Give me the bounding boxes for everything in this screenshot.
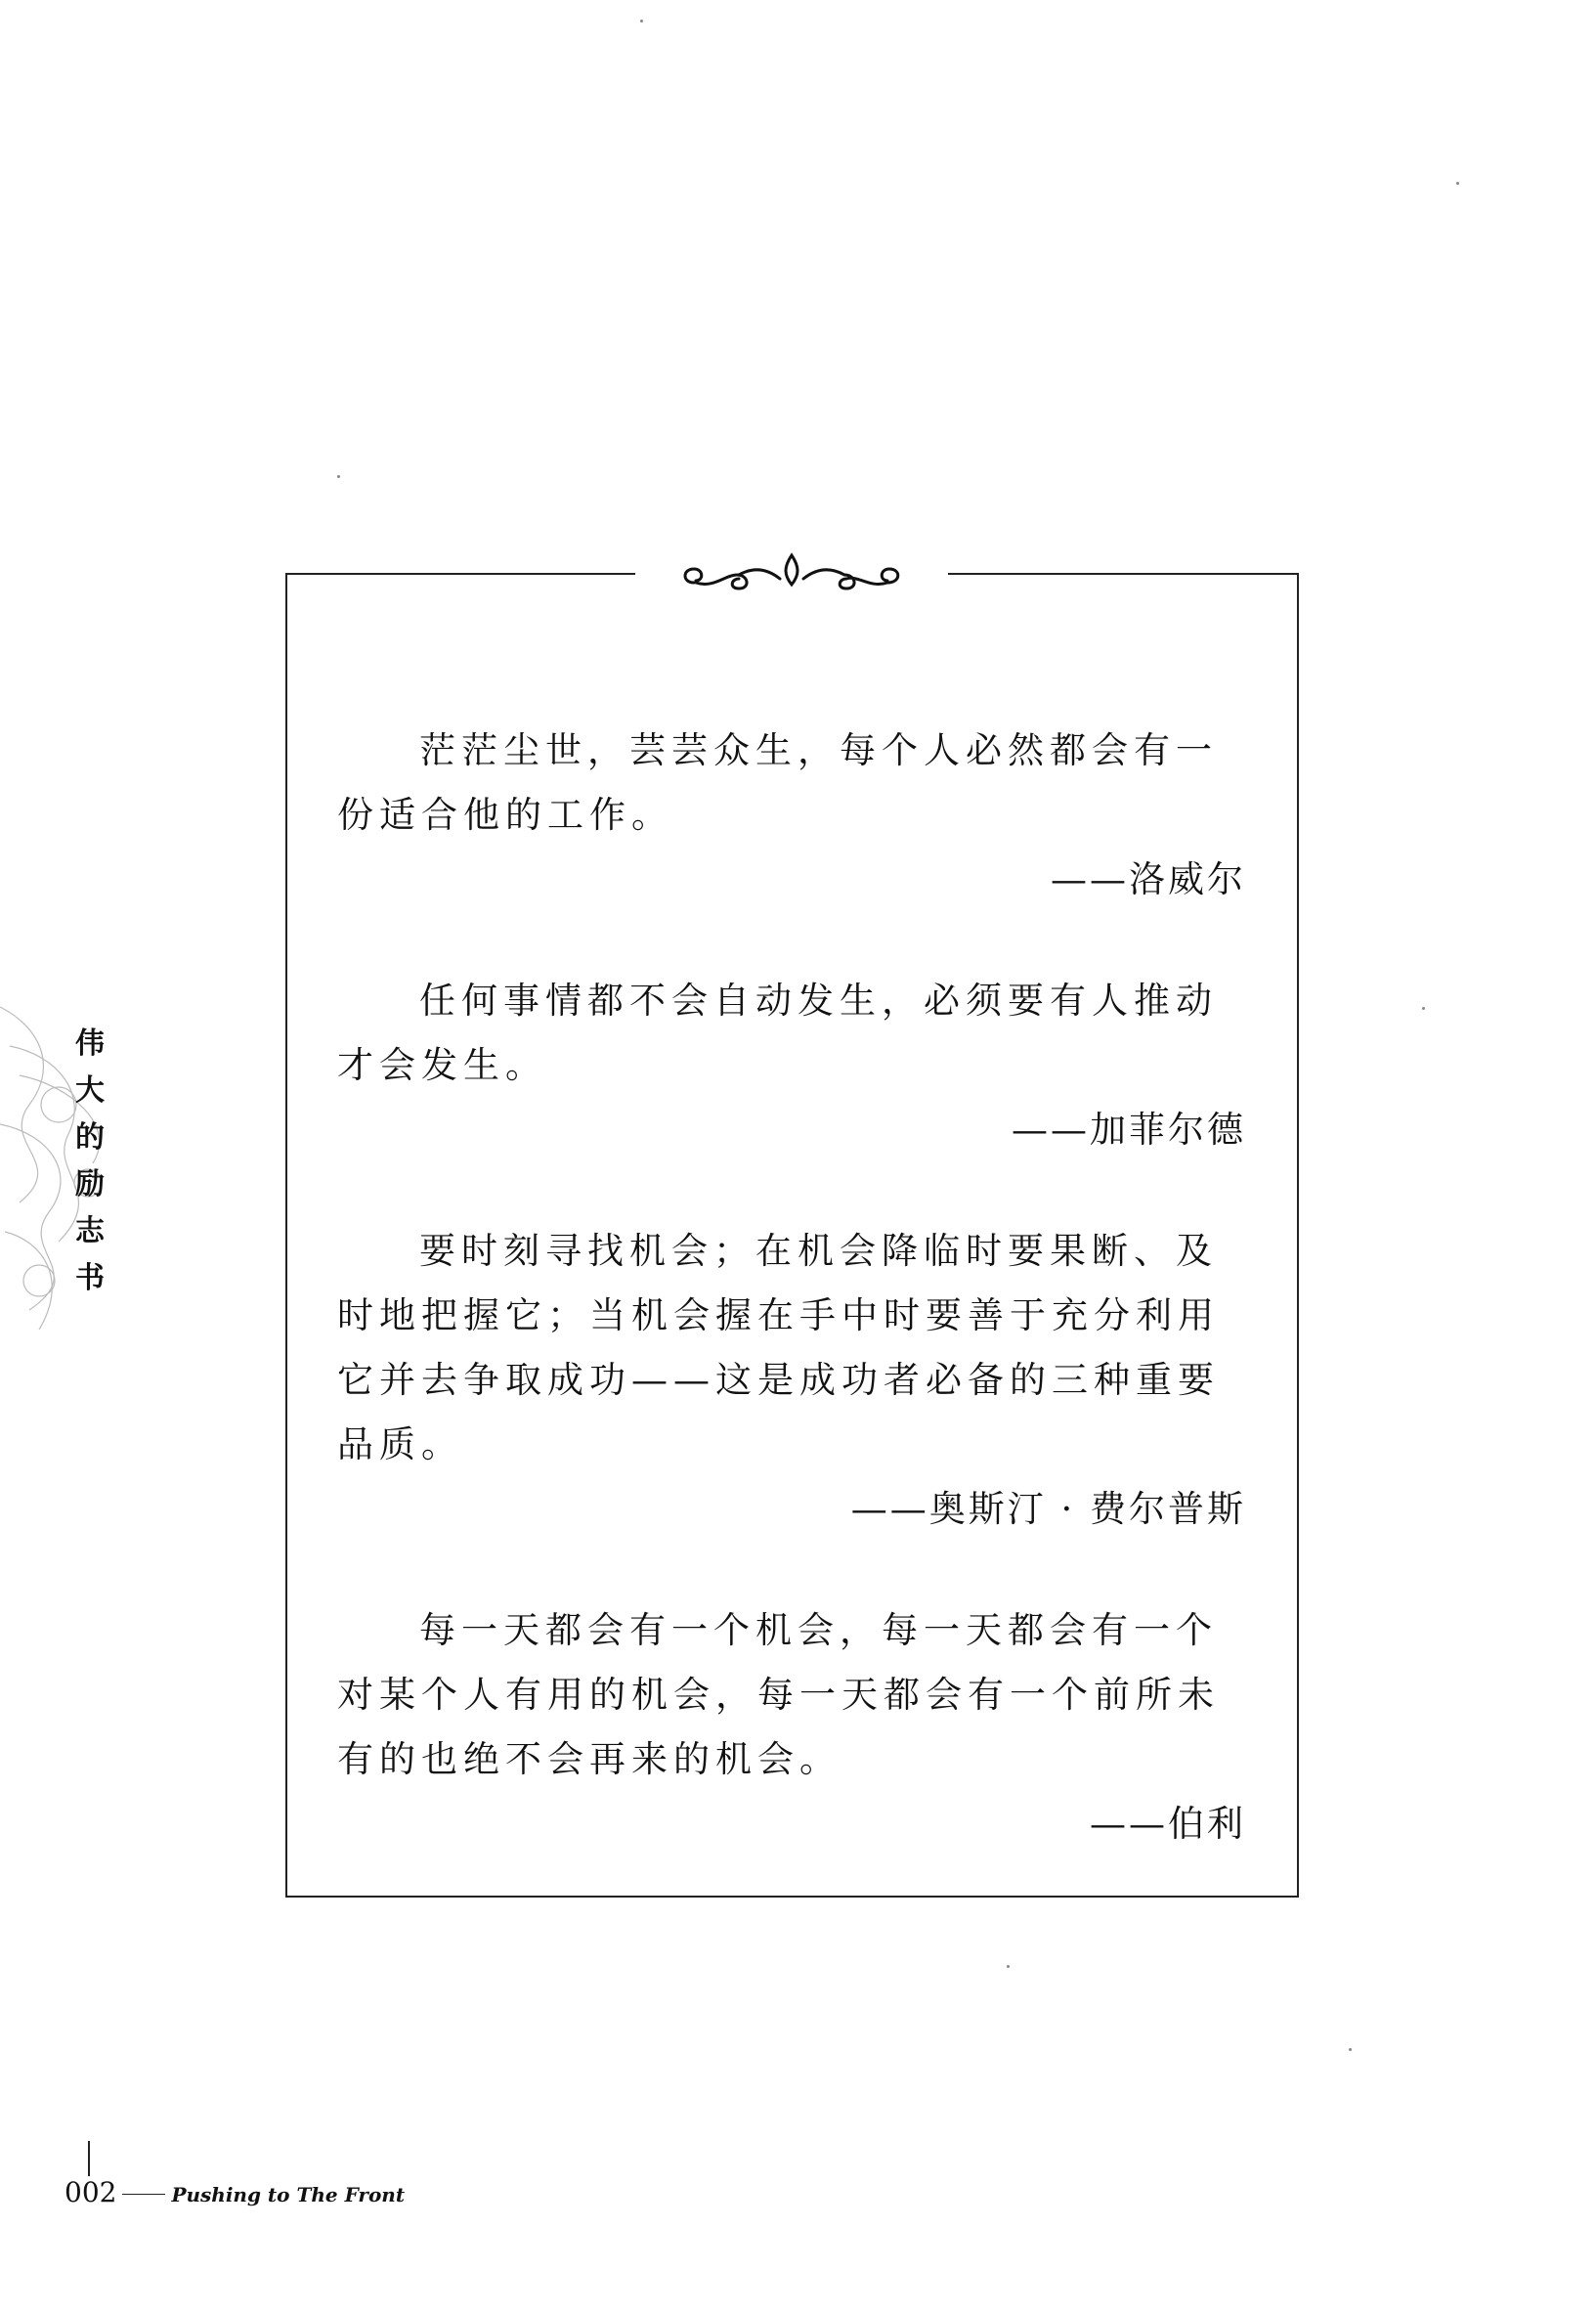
quote-text: 任何事情都不会自动发生，必须要有人推动才会发生。 bbox=[337, 980, 1218, 1086]
side-title-char: 的 bbox=[75, 1120, 105, 1155]
scan-speck bbox=[1007, 1965, 1010, 1968]
quote-author: ——奥斯汀 · 费尔普斯 bbox=[850, 1488, 1246, 1530]
side-title-char: 志 bbox=[75, 1214, 105, 1248]
scroll-ornament-icon bbox=[674, 546, 909, 604]
quotes-block bbox=[337, 719, 1246, 1913]
side-title-char: 大 bbox=[75, 1073, 105, 1108]
side-title-char: 书 bbox=[75, 1261, 105, 1295]
scan-speck bbox=[337, 475, 340, 478]
side-title-char: 伟 bbox=[75, 1026, 105, 1061]
scan-speck bbox=[1422, 1007, 1425, 1010]
quote-text: 要时刻寻找机会；在机会降临时要果断、及时地把握它；当机会握在手中时要善于充分利用它并去争取成功——这是成功者必备的三种重要品质。 bbox=[337, 1230, 1220, 1465]
side-title-char: 励 bbox=[75, 1167, 105, 1201]
quote-author: ——伯利 bbox=[1090, 1803, 1246, 1845]
footer-dash bbox=[122, 2194, 165, 2195]
quote-text: 每一天都会有一个机会，每一天都会有一个对某个人有用的机会，每一天都会有一个前所未有的也绝不会再来的机会。 bbox=[337, 1609, 1220, 1780]
quote-author: ——加菲尔德 bbox=[1012, 1109, 1246, 1151]
page-number: 002 bbox=[65, 2176, 117, 2208]
side-book-title bbox=[70, 1021, 109, 1302]
running-title: Pushing to The Front bbox=[171, 2183, 406, 2206]
scan-speck bbox=[1349, 2048, 1352, 2051]
page-footer bbox=[65, 2176, 405, 2208]
quote-text: 茫茫尘世，芸芸众生，每个人必然都会有一份适合他的工作。 bbox=[337, 729, 1218, 836]
quote-author: ——洛威尔 bbox=[1051, 858, 1246, 900]
scan-speck bbox=[1456, 182, 1459, 185]
scan-speck bbox=[640, 20, 643, 22]
folio-bar bbox=[88, 2141, 90, 2176]
